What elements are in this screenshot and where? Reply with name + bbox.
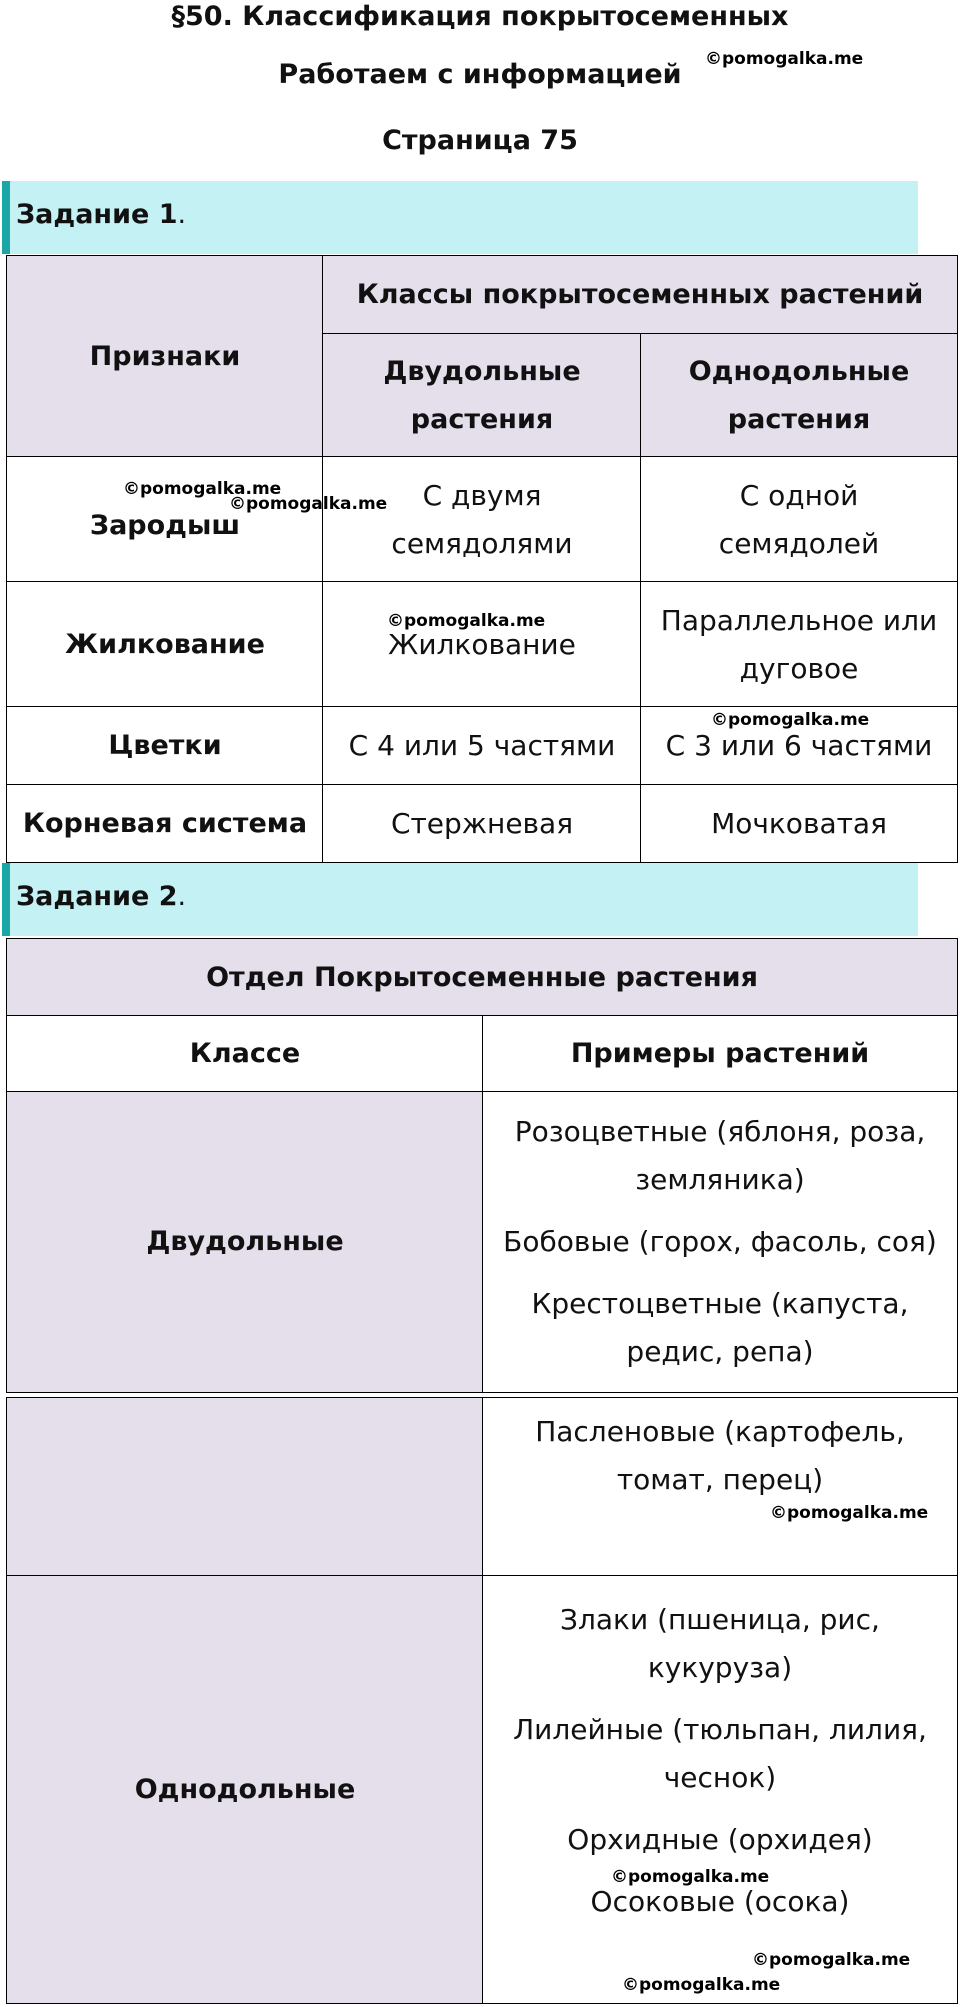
- example-group: [567, 1816, 872, 1864]
- task-1-label: Задание 1: [16, 199, 178, 230]
- table-cell-dicot: [322, 456, 642, 583]
- table-cell-monocot: [640, 784, 958, 863]
- example-group: [532, 1280, 909, 1376]
- table-row-feature: Зародыш: [6, 456, 324, 583]
- page-subtitle: Работаем с информацией: [278, 59, 682, 90]
- col-examples-header: Примеры растений: [482, 1015, 958, 1093]
- col-monocot-line-2: растения: [727, 403, 871, 435]
- watermark: ©pomogalka.me: [611, 1867, 770, 1887]
- table-cell-dicot: [322, 581, 642, 708]
- example-group: [515, 1108, 926, 1204]
- class-dicot: Двудольные: [6, 1091, 484, 1393]
- page-number: Страница 75: [382, 125, 578, 156]
- example-group: [503, 1218, 937, 1266]
- example-line: чеснок): [663, 1761, 777, 1794]
- class-monocot: Однодольные: [6, 1575, 484, 2004]
- watermark: ©pomogalka.me: [752, 1950, 911, 1970]
- table-title: Отдел Покрытосеменные растения: [6, 938, 958, 1017]
- cell-line: семядолями: [391, 526, 573, 560]
- example-line: земляника): [635, 1163, 805, 1196]
- examples-monocot: [482, 1575, 958, 2004]
- watermark: ©pomogalka.me: [705, 49, 864, 69]
- example-line: Злаки (пшеница, рис,: [560, 1603, 880, 1636]
- col-monocot-line-1: Однодольные: [688, 355, 910, 387]
- task-1-header: [2, 181, 918, 254]
- col-feature-header: Признаки: [6, 255, 324, 458]
- example-line: Бобовые (горох, фасоль, соя): [503, 1225, 937, 1258]
- cell-line: С 3 или 6 частями: [665, 729, 933, 762]
- task-1-label-dot: .: [177, 199, 187, 230]
- cell-line: С двумя: [422, 478, 542, 512]
- table-row-feature: Жилкование: [6, 581, 324, 708]
- col-dicot-line-1: Двудольные: [383, 355, 581, 387]
- class-dicot-continued: [6, 1397, 484, 1577]
- watermark: ©pomogalka.me: [622, 1975, 781, 1995]
- cell-line: Параллельное или: [660, 603, 938, 637]
- table-cell-dicot: [322, 784, 642, 863]
- table-cell-monocot: [640, 581, 958, 708]
- watermark: ©pomogalka.me: [229, 494, 388, 514]
- col-group-header: Классы покрытосеменных растений: [322, 255, 958, 335]
- col-class-header: Классе: [6, 1015, 484, 1093]
- task-2-label-dot: .: [177, 881, 187, 912]
- cell-line: Мочковатая: [711, 806, 887, 840]
- watermark: ©pomogalka.me: [123, 479, 282, 499]
- watermark: ©pomogalka.me: [770, 1503, 929, 1523]
- col-monocot-header: [640, 333, 958, 458]
- cell-line: С 4 или 5 частями: [348, 729, 616, 762]
- watermark: ©pomogalka.me: [711, 710, 870, 730]
- cell-line: дуговое: [739, 651, 859, 685]
- example-line: Розоцветные (яблоня, роза,: [514, 1115, 926, 1148]
- examples-dicot-continued: [482, 1397, 958, 1577]
- example-group: [560, 1596, 880, 1692]
- example-line: Лилейные (тюльпан, лилия,: [513, 1713, 927, 1746]
- col-dicot-header: [322, 333, 642, 458]
- watermark: ©pomogalka.me: [387, 611, 546, 631]
- cell-line: С одной: [739, 478, 859, 512]
- table-cell-monocot: [640, 456, 958, 583]
- example-line: Орхидные (орхидея): [567, 1823, 873, 1856]
- task-2-label: Задание 2: [16, 881, 178, 912]
- cell-line: Жилкование: [388, 627, 576, 661]
- col-dicot-line-2: растения: [410, 403, 554, 435]
- example-line: томат, перец): [616, 1463, 824, 1496]
- example-group: [513, 1706, 927, 1802]
- example-line: Крестоцветные (капуста,: [531, 1287, 909, 1320]
- task-2-header: [2, 863, 918, 936]
- example-line: кукуруза): [647, 1651, 793, 1684]
- table-row-feature: Цветки: [6, 706, 324, 786]
- table-row-feature: Корневая система: [6, 784, 324, 863]
- cell-line: семядолей: [718, 526, 880, 560]
- example-line: Пасленовые (картофель,: [535, 1415, 905, 1448]
- example-line: редис, репа): [626, 1335, 814, 1368]
- page-title: §50. Классификация покрытосеменных: [171, 1, 789, 32]
- table-cell-dicot: [322, 706, 642, 786]
- cell-line: Стержневая: [390, 806, 574, 840]
- example-line: Осоковые (осока): [590, 1885, 850, 1918]
- examples-dicot: [482, 1091, 958, 1393]
